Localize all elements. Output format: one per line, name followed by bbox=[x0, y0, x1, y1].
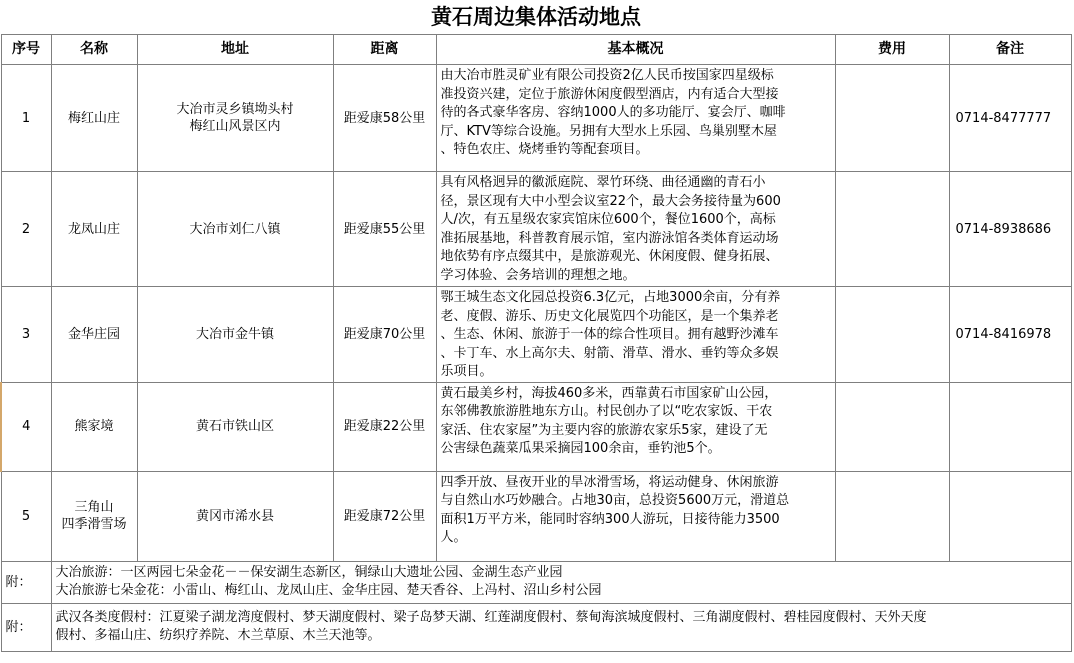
row-name-line: 三角山 bbox=[74, 500, 114, 515]
header-distance[interactable]: 距离 bbox=[333, 35, 436, 65]
row-fee-cell[interactable] bbox=[835, 65, 949, 172]
row-fee-cell[interactable] bbox=[835, 382, 949, 471]
row-distance-cell[interactable]: 距爱康22公里 bbox=[333, 382, 436, 471]
appendix-text-cell[interactable] bbox=[51, 603, 1071, 651]
row-address-cell[interactable] bbox=[137, 172, 333, 287]
row-name-cell[interactable] bbox=[51, 382, 137, 471]
row-address-cell[interactable] bbox=[137, 65, 333, 172]
appendix-line: 大冶旅游七朵金花：小雷山、梅红山、龙凤山庄、金华庄园、楚天香谷、上冯村、沼山乡村公园 bbox=[55, 583, 602, 598]
row-overview-line: 、特色农庄、烧烤垂钓等配套项目。 bbox=[440, 142, 649, 157]
row-overview-line: 黄石最美乡村，海拔460多米，西靠黄石市国家矿山公园， bbox=[440, 385, 778, 401]
row-overview-line: 鄂王城生态文化园总投资6.3亿元，占地3000余亩，分有养 bbox=[440, 290, 781, 305]
row-overview-cell[interactable] bbox=[436, 65, 835, 172]
row-index-cell[interactable]: 1 bbox=[1, 65, 51, 172]
row-overview-line: 公害绿色蔬菜瓜果采摘园100余亩，垂钓池5个。 bbox=[440, 441, 721, 456]
row-address-line: 大冶市灵乡镇坳头村 bbox=[176, 102, 294, 117]
row-address-line: 大冶市刘仁八镇 bbox=[189, 221, 281, 237]
header-overview[interactable]: 基本概况 bbox=[436, 35, 835, 65]
row-note-cell[interactable]: 0714-8477777 bbox=[949, 65, 1071, 172]
appendix-label-cell[interactable]: 附： bbox=[1, 603, 51, 651]
row-overview-line: 、生态、休闲、旅游于一体的综合性项目。拥有越野沙滩车 bbox=[440, 327, 779, 342]
row-index-cell[interactable]: 5 bbox=[1, 471, 51, 561]
row-overview-line: 准投资兴建，定位于旅游休闲度假型酒店，内有适合大型接 bbox=[440, 86, 779, 102]
row-overview-line: 学习体验、会务培训的理想之地。 bbox=[440, 267, 636, 283]
appendix-line: 大冶旅游：一区两园七朵金花－－保安湖生态新区，铜绿山大遗址公园、金湖生态产业园 bbox=[55, 565, 563, 580]
header-row bbox=[1, 35, 1071, 65]
row-overview-line: 径，景区现有大中小型会议室22个，最大会务接待量为600 bbox=[440, 193, 781, 209]
appendix-line: 假村、多福山庄、纺织疗养院、木兰草原、木兰天池等。 bbox=[55, 628, 381, 643]
row-overview-line: 乐项目。 bbox=[440, 364, 493, 379]
row-name-line: 四季滑雪场 bbox=[61, 517, 127, 532]
header-address[interactable]: 地址 bbox=[137, 35, 333, 65]
header-fee[interactable]: 费用 bbox=[835, 35, 949, 65]
row-overview-line: 面积1万平方米，能同时容纳300人游玩，日接待能力3500 bbox=[440, 511, 780, 527]
table-row bbox=[1, 471, 1071, 561]
row-address-cell[interactable] bbox=[137, 382, 333, 471]
row-note-cell[interactable] bbox=[949, 471, 1071, 561]
row-overview-line: 待的各式豪华客房、容纳1000人的多功能厅、宴会厅、咖啡 bbox=[440, 105, 786, 120]
row-name-line: 龙凤山庄 bbox=[67, 221, 120, 237]
appendix-row bbox=[1, 561, 1071, 603]
row-overview-line: 四季开放、昼夜开业的旱冰滑雪场，将运动健身、休闲旅游 bbox=[440, 474, 779, 490]
appendix-label-cell[interactable]: 附： bbox=[1, 561, 51, 603]
row-overview-line: 、卡丁车、水上高尔夫、射箭、滑草、滑水、垂钓等众多娱 bbox=[440, 345, 779, 361]
row-fee-cell[interactable] bbox=[835, 172, 949, 287]
row-address-cell[interactable] bbox=[137, 471, 333, 561]
appendix-text-cell[interactable] bbox=[51, 561, 1071, 603]
row-overview-line: 与自然山水巧妙融合。占地30亩，总投资5600万元，滑道总 bbox=[440, 493, 790, 508]
row-name-cell[interactable] bbox=[51, 471, 137, 561]
row-name-line: 梅红山庄 bbox=[67, 110, 120, 126]
row-address-line: 梅红山风景区内 bbox=[189, 119, 281, 134]
row-note-cell[interactable] bbox=[949, 382, 1071, 471]
row-address-line: 黄冈市浠水县 bbox=[195, 508, 274, 524]
table-row bbox=[1, 287, 1071, 383]
row-overview-line: 人/次，有五星级农家宾馆床位600个，餐位1600个，高标 bbox=[440, 212, 776, 227]
row-name-line: 金华庄园 bbox=[67, 326, 120, 342]
row-distance-cell[interactable]: 距爱康72公里 bbox=[333, 471, 436, 561]
row-overview-line: 准拓展基地，科普教育展示馆，室内游泳馆各类体育运动场 bbox=[440, 230, 779, 246]
table-row bbox=[1, 382, 1071, 471]
row-overview-line: 家活、住农家屋”为主要内容的旅游农家乐5家，建设了无 bbox=[440, 422, 768, 438]
row-overview-cell[interactable] bbox=[436, 287, 835, 383]
row-index-cell[interactable]: 2 bbox=[1, 172, 51, 287]
row-distance-cell[interactable]: 距爱康58公里 bbox=[333, 65, 436, 172]
table-row bbox=[1, 65, 1071, 172]
header-name[interactable]: 名称 bbox=[51, 35, 137, 65]
row-fee-cell[interactable] bbox=[835, 471, 949, 561]
row-overview-cell[interactable] bbox=[436, 382, 835, 471]
row-overview-line: 由大冶市胜灵矿业有限公司投资2亿人民币按国家四星级标 bbox=[440, 68, 774, 83]
row-name-cell[interactable] bbox=[51, 65, 137, 172]
row-index-cell[interactable]: 4 bbox=[1, 382, 51, 471]
row-overview-line: 人。 bbox=[440, 530, 467, 545]
row-overview-line: 老、度假、游乐、历史文化展览四个功能区，是一个集养老 bbox=[440, 308, 779, 324]
row-address-line: 黄石市铁山区 bbox=[195, 419, 274, 434]
header-index[interactable]: 序号 bbox=[1, 35, 51, 65]
row-address-line: 大冶市金牛镇 bbox=[195, 326, 274, 342]
row-distance-cell[interactable]: 距爱康55公里 bbox=[333, 172, 436, 287]
row-fee-cell[interactable] bbox=[835, 287, 949, 383]
row-overview-line: 东邻佛教旅游胜地东方山。村民创办了以“吃农家饭、干农 bbox=[440, 404, 773, 419]
row-name-cell[interactable] bbox=[51, 172, 137, 287]
appendix-line: 武汉各类度假村：江夏梁子湖龙湾度假村、梦天湖度假村、梁子岛梦天湖、红莲湖度假村、蔡甸海滨城度假村、三角湖度假村、碧桂园度假村、天外天度 bbox=[55, 610, 927, 625]
row-address-cell[interactable] bbox=[137, 287, 333, 383]
row-overview-line: 地依势有序点缀其中，是旅游观光、休闲度假、健身拓展、 bbox=[440, 249, 779, 264]
row-overview-cell[interactable] bbox=[436, 471, 835, 561]
sheet-title[interactable]: 黄石周边集体活动地点 bbox=[1, 0, 1071, 35]
row-overview-cell[interactable] bbox=[436, 172, 835, 287]
row-note-cell[interactable]: 0714-8416978 bbox=[949, 287, 1071, 383]
row-distance-cell[interactable]: 距爱康70公里 bbox=[333, 287, 436, 383]
row-overview-line: 厅、KTV等综合设施。另拥有大型水上乐园、鸟巢别墅木屋 bbox=[440, 123, 777, 139]
row-index-cell[interactable]: 3 bbox=[1, 287, 51, 383]
row-overview-line: 具有风格迥异的徽派庭院、翠竹环绕、曲径通幽的青石小 bbox=[440, 175, 766, 190]
appendix-row bbox=[1, 603, 1071, 651]
header-note[interactable]: 备注 bbox=[949, 35, 1071, 65]
row-name-line: 熊家境 bbox=[74, 419, 114, 434]
table-row bbox=[1, 172, 1071, 287]
row-name-cell[interactable] bbox=[51, 287, 137, 383]
row-note-cell[interactable]: 0714-8938686 bbox=[949, 172, 1071, 287]
